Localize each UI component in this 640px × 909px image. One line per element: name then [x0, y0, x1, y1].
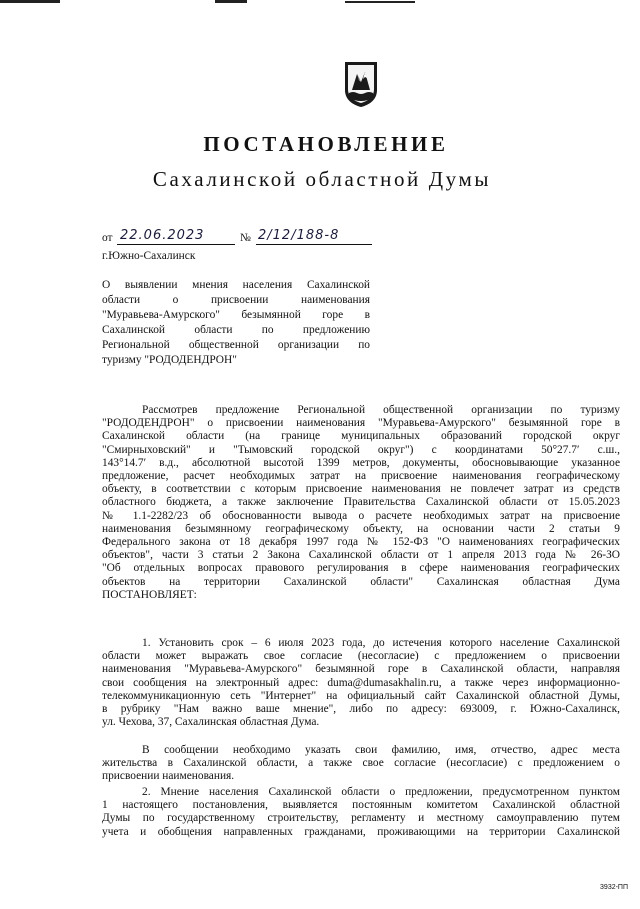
- text-line: 2. Мнение населения Сахалинской области о предложении, предусмотренном пунктом: [142, 786, 620, 798]
- text-line: в рубрику "Нам важно ваше мнение", либо по адресу: 693009, г. Южно-Сахалинск,: [102, 703, 620, 716]
- subject-line: туризму "РОДОДЕНДРОН": [102, 354, 237, 366]
- text-line: Федерального закона от 18 декабря 1997 года № 152-ФЗ "О наименованиях географических: [102, 536, 620, 549]
- coat-of-arms-icon: [343, 60, 379, 108]
- scan-artifact-right: [345, 1, 415, 3]
- text-line: № 1.1-2282/23 об обоснованности вывода о расчете необходимых затрат на присвоение: [102, 509, 620, 522]
- text-line: Думы по государственному строительству, регламенту и местному самоуправлению путем: [102, 812, 620, 825]
- text-line: областного бюджета, а также заключение Правительства Сахалинской области от 15.05.2023: [102, 496, 620, 509]
- date-prefix: от: [102, 232, 113, 244]
- scan-artifact-center: [215, 0, 247, 3]
- text-line: жительства в Сахалинской области, а также свое согласие (несогласие) с предложением о: [102, 757, 620, 770]
- number-prefix: №: [240, 232, 251, 244]
- number-value: 2/12/188-8: [258, 228, 340, 243]
- text-line: свои сообщения на электронный адрес: duma@dumasakhalin.ru, а также через информационно-: [102, 676, 620, 689]
- text-line-resolves: ПОСТАНОВЛЯЕТ:: [102, 588, 197, 601]
- subject-line: "Муравьева-Амурского" безымянной горе в: [102, 309, 370, 321]
- document-title: ПОСТАНОВЛЕНИЕ: [203, 132, 449, 156]
- form-code: 3932-ПП: [600, 884, 628, 891]
- scan-artifact-left: [0, 0, 60, 3]
- subject-block: [102, 278, 370, 368]
- preamble-paragraph: [102, 404, 620, 602]
- text-line: учета и обобщения направленных гражданами, проживающими на территории Сахалинской: [102, 825, 620, 838]
- text-line: наименования "Муравьева-Амурского" безымянной горе в Сахалинской области, направляя: [102, 663, 620, 676]
- document-subtitle: Сахалинской областной Думы: [152, 167, 492, 191]
- item-1-paragraph: [102, 637, 620, 729]
- number-underline: [256, 244, 372, 245]
- item-1-details-paragraph: [102, 744, 620, 784]
- text-line: области может выражать свое согласие (несогласие) с предложением о присвоении: [102, 650, 620, 663]
- text-line: "Смирныховский" и "Тымовский городской округ") с координатами 50°27.7′ с.ш.,: [102, 443, 620, 456]
- subject-line: Сахалинской области по предложению: [102, 324, 370, 336]
- text-line: Сахалинской области (на границе муниципальных образований городской округ: [102, 430, 620, 443]
- text-line: "РОДОДЕНДРОН" о присвоении наименования "Муравьева-Амурского" безымянной горе в: [102, 417, 620, 430]
- subject-line: Региональной общественной организации по: [102, 339, 370, 351]
- item-2-paragraph: [102, 786, 620, 839]
- subject-line: области о присвоении наименования: [102, 294, 370, 306]
- text-line: "Об отдельных вопросах правового регулирования в сфере наименования географических: [102, 562, 620, 575]
- text-line: 1. Установить срок – 6 июля 2023 года, до истечения которого население Сахалинской: [142, 637, 620, 649]
- text-line: предложение, расчет необходимых затрат на присвоение наименования географическому: [102, 470, 620, 483]
- date-value: 22.06.2023: [120, 228, 205, 243]
- text-line: 1 настоящего постановления, выявляется постоянным комитетом Сахалинской областной: [102, 799, 620, 812]
- date-underline: [117, 244, 235, 245]
- text-line: В сообщении необходимо указать свои фамилию, имя, отчество, адрес места: [142, 744, 620, 756]
- text-line: объектов на территории Сахалинской области" Сахалинская областная Дума: [102, 575, 620, 588]
- text-line: наименования безымянному географическому объекту, на основании части 2 статьи 9: [102, 522, 620, 535]
- city-label: г.Южно-Сахалинск: [102, 250, 196, 262]
- subject-line: О выявлении мнения населения Сахалинской: [102, 279, 370, 291]
- text-line: телекоммуникационную сеть "Интернет" на официальный сайт Сахалинской областной Думы,: [102, 689, 620, 702]
- text-line: ул. Чехова, 37, Сахалинская областная Дума.: [102, 716, 320, 729]
- text-line: объекту, в соответствии с которым присвоение наименования не повлечет затрат из средств: [102, 483, 620, 496]
- text-line: присвоении наименования.: [102, 770, 235, 783]
- text-line: объектов", части 3 статьи 2 Закона Сахалинской области от 1 апреля 2013 года № 26-ЗО: [102, 549, 620, 562]
- text-line: Рассмотрев предложение Региональной общественной организации по туризму: [142, 404, 620, 416]
- text-line: 143°14.7′ в.д., абсолютной высотой 1399 метров, документы, обосновывающие указанное: [102, 456, 620, 469]
